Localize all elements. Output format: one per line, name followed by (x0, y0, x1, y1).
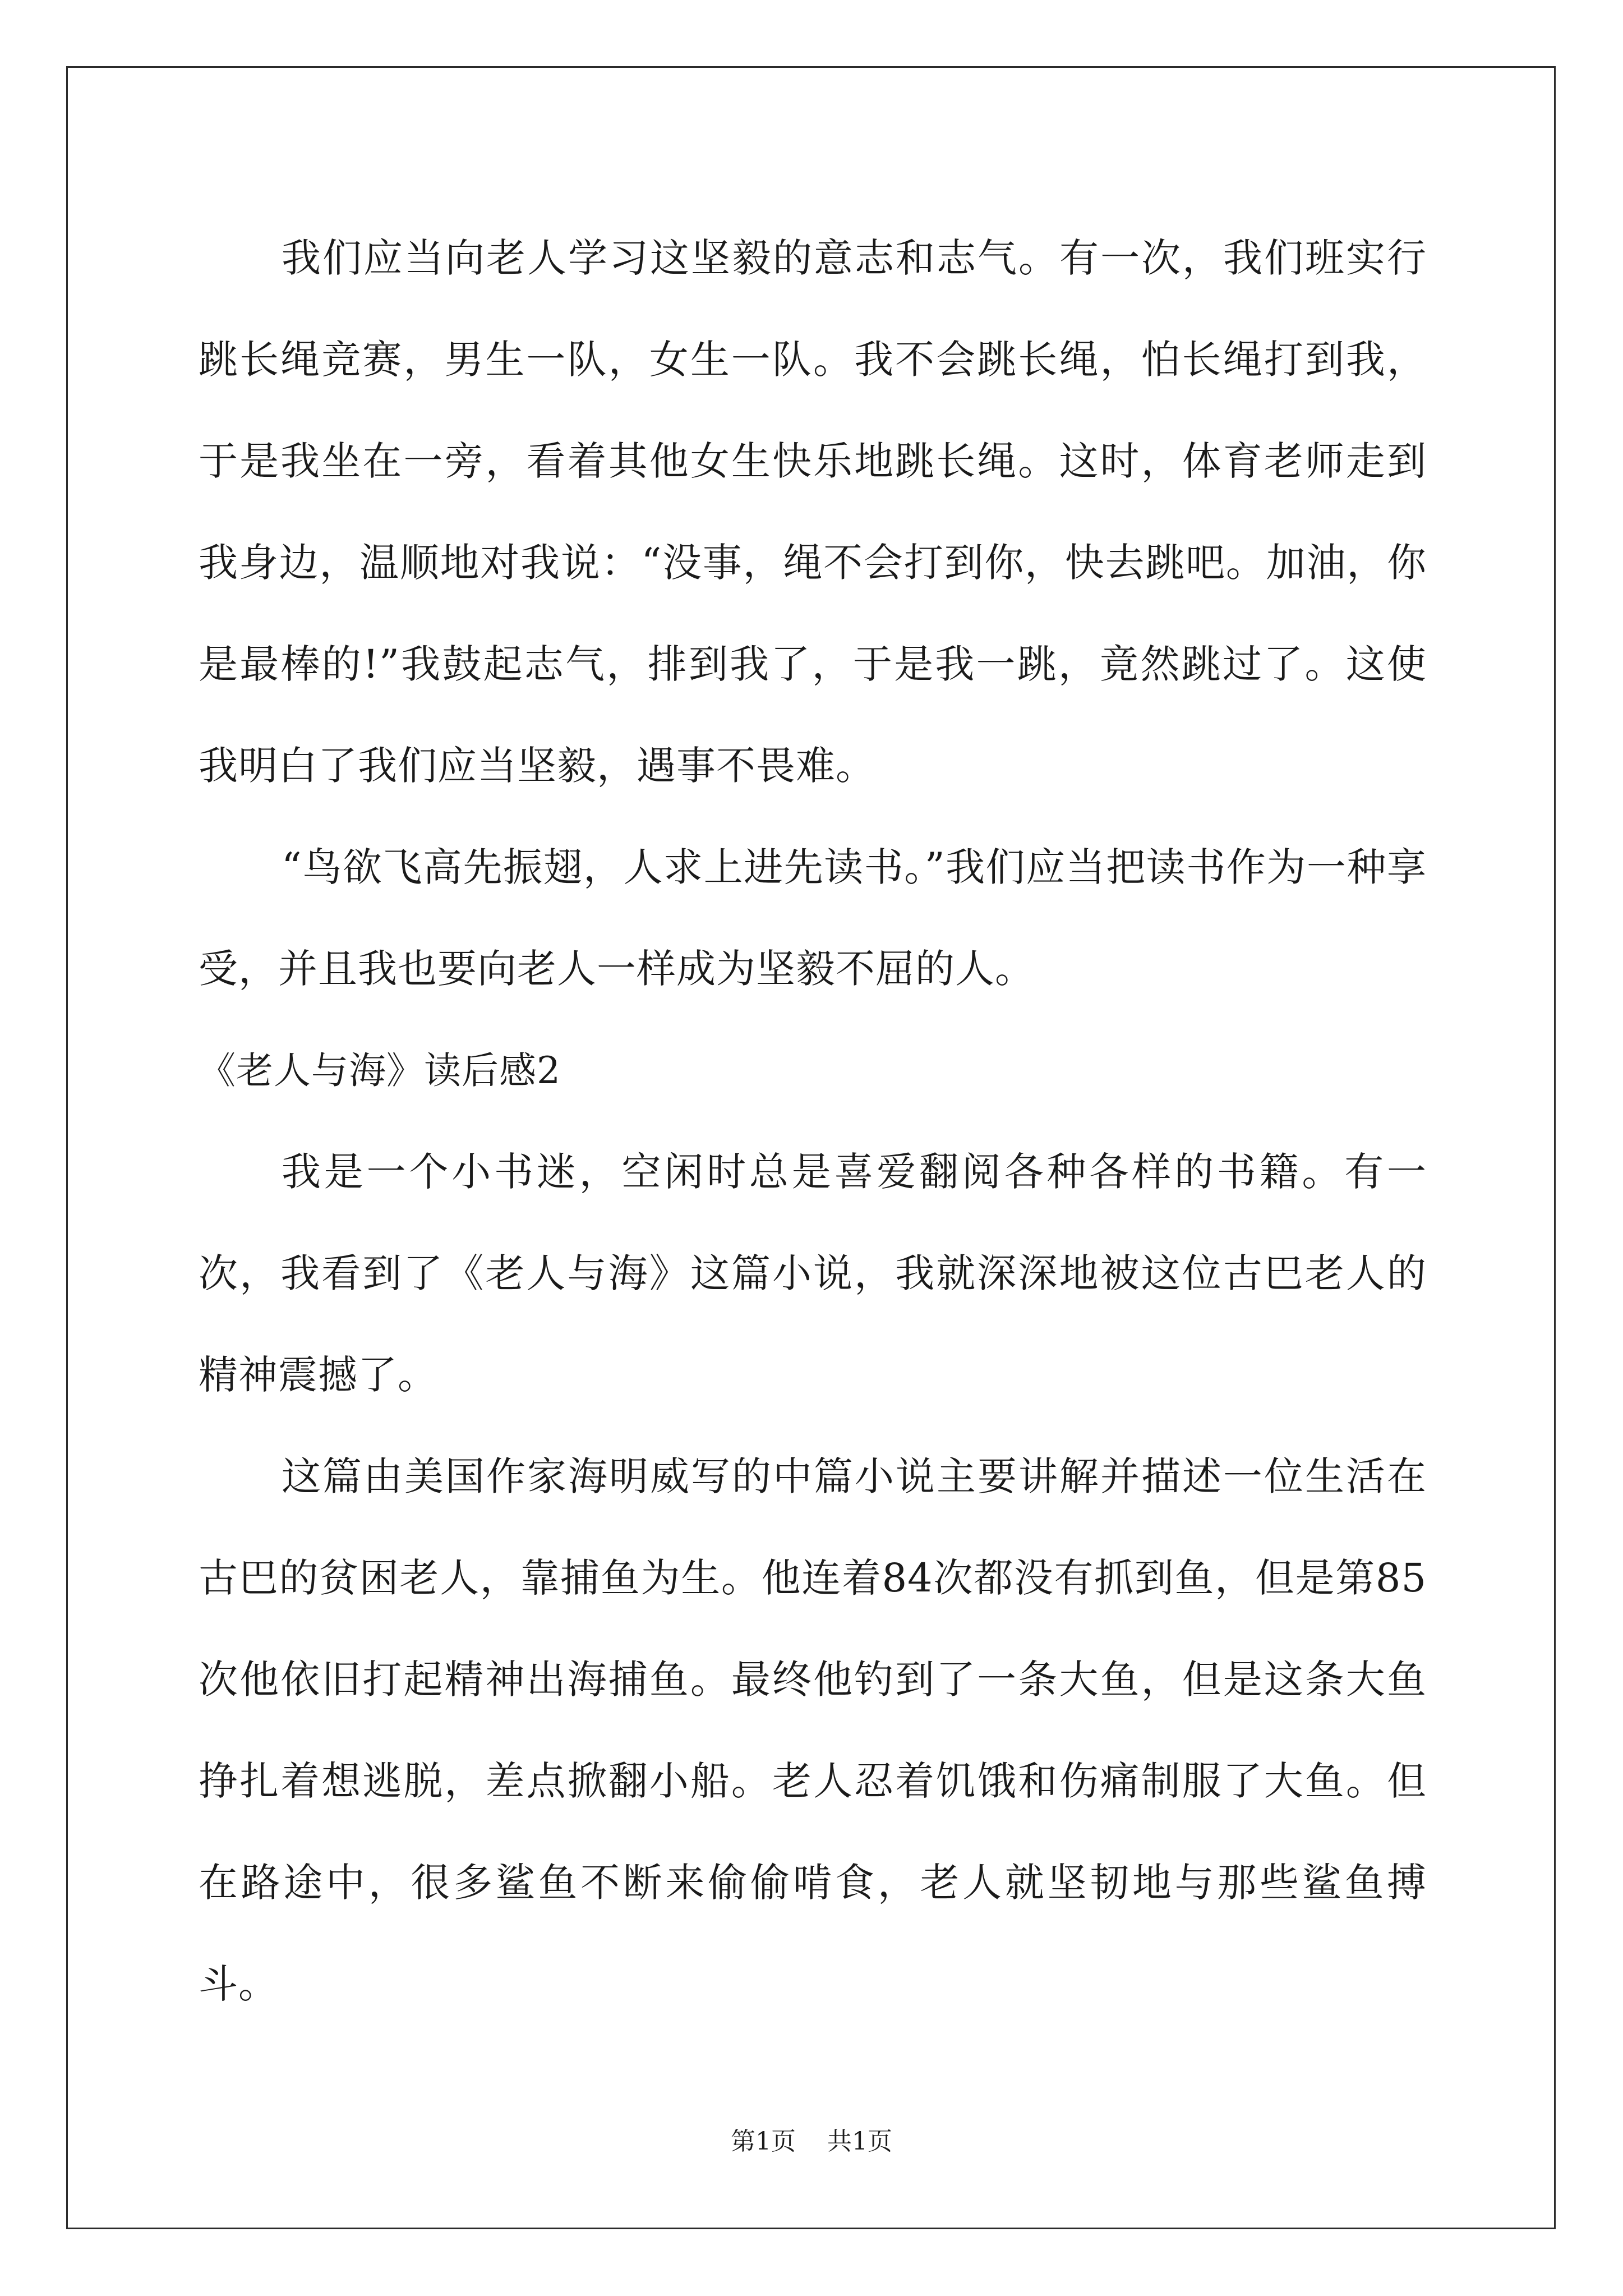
paragraph-1: 我们应当向老人学习这坚毅的意志和志气。有一次，我们班实行跳长绳竞赛，男生一队，女生一队。我不会跳长绳，怕长绳打到我，于是我坐在一旁，看着其他女生快乐地跳长绳。这时，体育老师走到我身边，温顺地对我说：“没事，绳不会打到你，快去跳吧。加油，你是最棒的!”我鼓起志气，排到我了，于是我一跳，竟然跳过了。这使我明白了我们应当坚毅，遇事不畏难。 (199, 235, 1427, 789)
page-number-current: 第1页 (731, 2127, 796, 2156)
paragraph-2: “鸟欲飞高先振翅，人求上进先读书。”我们应当把读书作为一种享受，并且我也要向老人一样成为坚毅不屈的人。 (199, 844, 1427, 992)
section-heading: 《老人与海》读后感2 (199, 1049, 561, 1092)
page-number-total: 共1页 (827, 2127, 892, 2156)
paragraph-4: 这篇由美国作家海明威写的中篇小说主要讲解并描述一位生活在古巴的贫困老人，靠捕鱼为生。他连着84次都没有抓到鱼，但是第85次他依旧打起精神出海捕鱼。最终他钓到了一条大鱼，但是这条大鱼挣扎着想逃脱，差点掀翻小船。老人忍着饥饿和伤痛制服了大鱼。但在路途中，很多鲨鱼不断来偷偷啃食，老人就坚韧地与那些鲨鱼搏斗。 (199, 1453, 1427, 2007)
page-footer (0, 2125, 1623, 2159)
paragraph-3: 我是一个小书迷，空闲时总是喜爱翻阅各种各样的书籍。有一次，我看到了《老人与海》这篇小说，我就深深地被这位古巴老人的精神震撼了。 (199, 1149, 1427, 1398)
document-body (199, 208, 1427, 2035)
